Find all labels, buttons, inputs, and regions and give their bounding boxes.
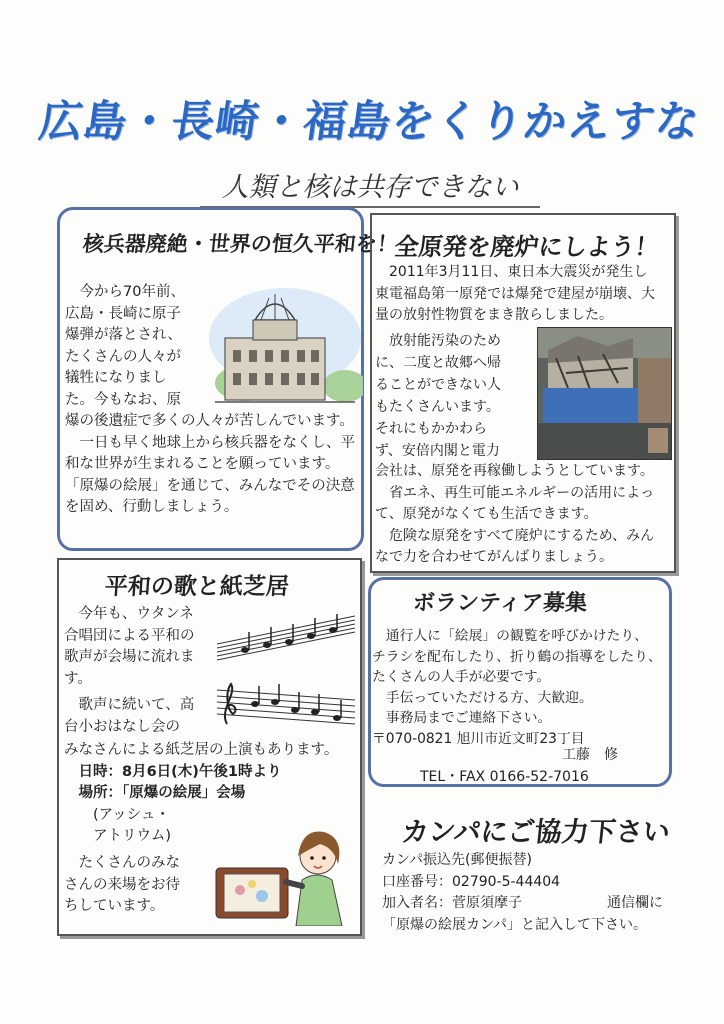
- volunteer-line: 通行人に「絵展」の観覧を呼びかけたり、: [372, 628, 648, 644]
- nuclear-line: に、二度と故郷へ帰: [375, 355, 501, 371]
- peace-song-line: みなさんによる紙芝居の上演もあります。: [64, 742, 339, 758]
- peace-song-text-d: [64, 853, 180, 918]
- peace-song-line: (アッシュ・: [64, 806, 170, 823]
- nuclear-line: 省エネ、再生可能エネルギーの活用によっ: [375, 484, 655, 501]
- nuclear-line: なで力を合わせてがんばりましょう。: [375, 549, 613, 565]
- volunteer-line: 事務局までご連絡下さい。: [372, 710, 552, 726]
- peace-song-line: 歌声が会場に流れま: [64, 649, 195, 665]
- atomic-dome-illustration: [205, 278, 363, 416]
- nuclear-line: もたくさんいます。: [375, 399, 500, 415]
- volunteer-line: 手伝っていただける方、大歓迎。: [372, 689, 593, 706]
- abolition-line: た。今もなお、原: [65, 391, 181, 408]
- nuclear-text-top: [375, 262, 655, 327]
- abolition-line: 広島・長崎に原子: [65, 305, 181, 322]
- abolition-line: 犠牲になりまし: [65, 370, 167, 386]
- abolition-line: 爆の後遺症で多くの人々が苦しんでいます。: [65, 413, 354, 429]
- volunteer-contact-name: 工藤 修: [562, 747, 618, 763]
- page-subtitle: 人類と核は共存できない: [200, 165, 540, 208]
- volunteer-tel: TEL・FAX 0166-52-7016: [420, 769, 589, 785]
- nuclear-heading: 全原発を廃炉にしよう！: [393, 233, 661, 261]
- peace-song-text-a: [64, 604, 195, 690]
- peace-song-line: ちしています。: [64, 898, 165, 914]
- peace-song-line: さんの来場をお待: [64, 876, 180, 893]
- donation-heading: カンパにご協力下さい: [400, 817, 672, 848]
- peace-song-line: 合唱団による平和の: [64, 627, 195, 644]
- nuclear-line: 東電福島第一原発では爆発で建屋が崩壊、大: [375, 285, 655, 302]
- donation-note-end: 通信欄に: [607, 895, 663, 911]
- peace-song-line: たくさんのみな: [64, 855, 180, 871]
- donation-line: カンパ振込先(郵便振替): [382, 852, 532, 868]
- nuclear-line: 会社は、原発を再稼働しようとしています。: [375, 463, 654, 479]
- nuclear-line: それにもかかわら: [375, 421, 487, 437]
- music-notes-icon: [215, 612, 358, 664]
- peace-song-line: アトリウム): [64, 828, 172, 844]
- peace-song-line: 日時：8月6日(木)午後1時より: [64, 763, 282, 780]
- volunteer-line: チラシを配布したり、折り鶴の指導をしたり、: [372, 648, 662, 665]
- volunteer-line: 〒070-0821 旭川市近文町23丁目: [372, 730, 585, 747]
- kamishibai-storyteller-illustration: [212, 820, 352, 926]
- nuclear-line: 量の放射性物質をまき散らしました。: [375, 307, 613, 323]
- page-title: 広島・長崎・福島をくりかえすな: [35, 97, 704, 147]
- peace-song-line: す。: [64, 670, 92, 687]
- volunteer-line: たくさんの人手が必要です。: [372, 669, 551, 685]
- nuclear-text-bottom: [375, 461, 654, 569]
- nuclear-line: 2011年3月11日、東日本大震災が発生し: [375, 264, 648, 280]
- donation-holder: 加入者名：菅原須摩子: [382, 895, 522, 911]
- nuclear-line: 危険な原発をすべて廃炉にするため、みん: [375, 527, 655, 544]
- nuclear-text-mid: [375, 330, 501, 462]
- peace-song-line: 場所：「原爆の絵展」会場: [64, 785, 246, 801]
- nuclear-line: ず、安倍内閣と電力: [375, 443, 500, 459]
- peace-song-line: 歌声に続いて、高: [64, 697, 195, 713]
- abolition-line: 今から70年前、: [65, 284, 185, 300]
- treble-clef-notes-icon: [215, 680, 358, 728]
- abolition-line: 和な世界が生まれることを願っています。: [65, 456, 340, 472]
- donation-note-last: 「原爆の絵展カンパ」と記入して下さい。: [382, 917, 648, 933]
- peace-song-line: 今年も、ウタンネ: [64, 606, 194, 622]
- abolition-line: 「原爆の絵展」を通じて、みんなでその決意: [65, 477, 355, 494]
- abolition-line: 一日も早く地球上から核兵器をなくし、平: [65, 434, 355, 451]
- peace-song-line: 台小おはなし会の: [64, 718, 180, 735]
- volunteer-text: [372, 626, 662, 749]
- peace-song-text-b: [64, 695, 194, 738]
- nuclear-line: ることができない人: [375, 377, 501, 393]
- donation-line: 口座番号：02790-5-44404: [382, 873, 561, 890]
- peace-song-heading: 平和の歌と紙芝居: [103, 574, 290, 600]
- abolition-line: を固め、行動しましょう。: [65, 499, 239, 515]
- nuclear-line: 放射能汚染のため: [375, 333, 501, 349]
- abolition-line: たくさんの人々が: [65, 348, 181, 365]
- abolition-heading: 核兵器廃絶・世界の恒久平和を！: [81, 232, 400, 256]
- damaged-plant-photo: [537, 327, 672, 460]
- volunteer-heading: ボランティア募集: [411, 591, 588, 616]
- nuclear-line: て、原発がなくても生活できます。: [375, 506, 598, 522]
- abolition-line: 爆弾が落とされ、: [65, 327, 182, 343]
- donation-text: [382, 850, 560, 893]
